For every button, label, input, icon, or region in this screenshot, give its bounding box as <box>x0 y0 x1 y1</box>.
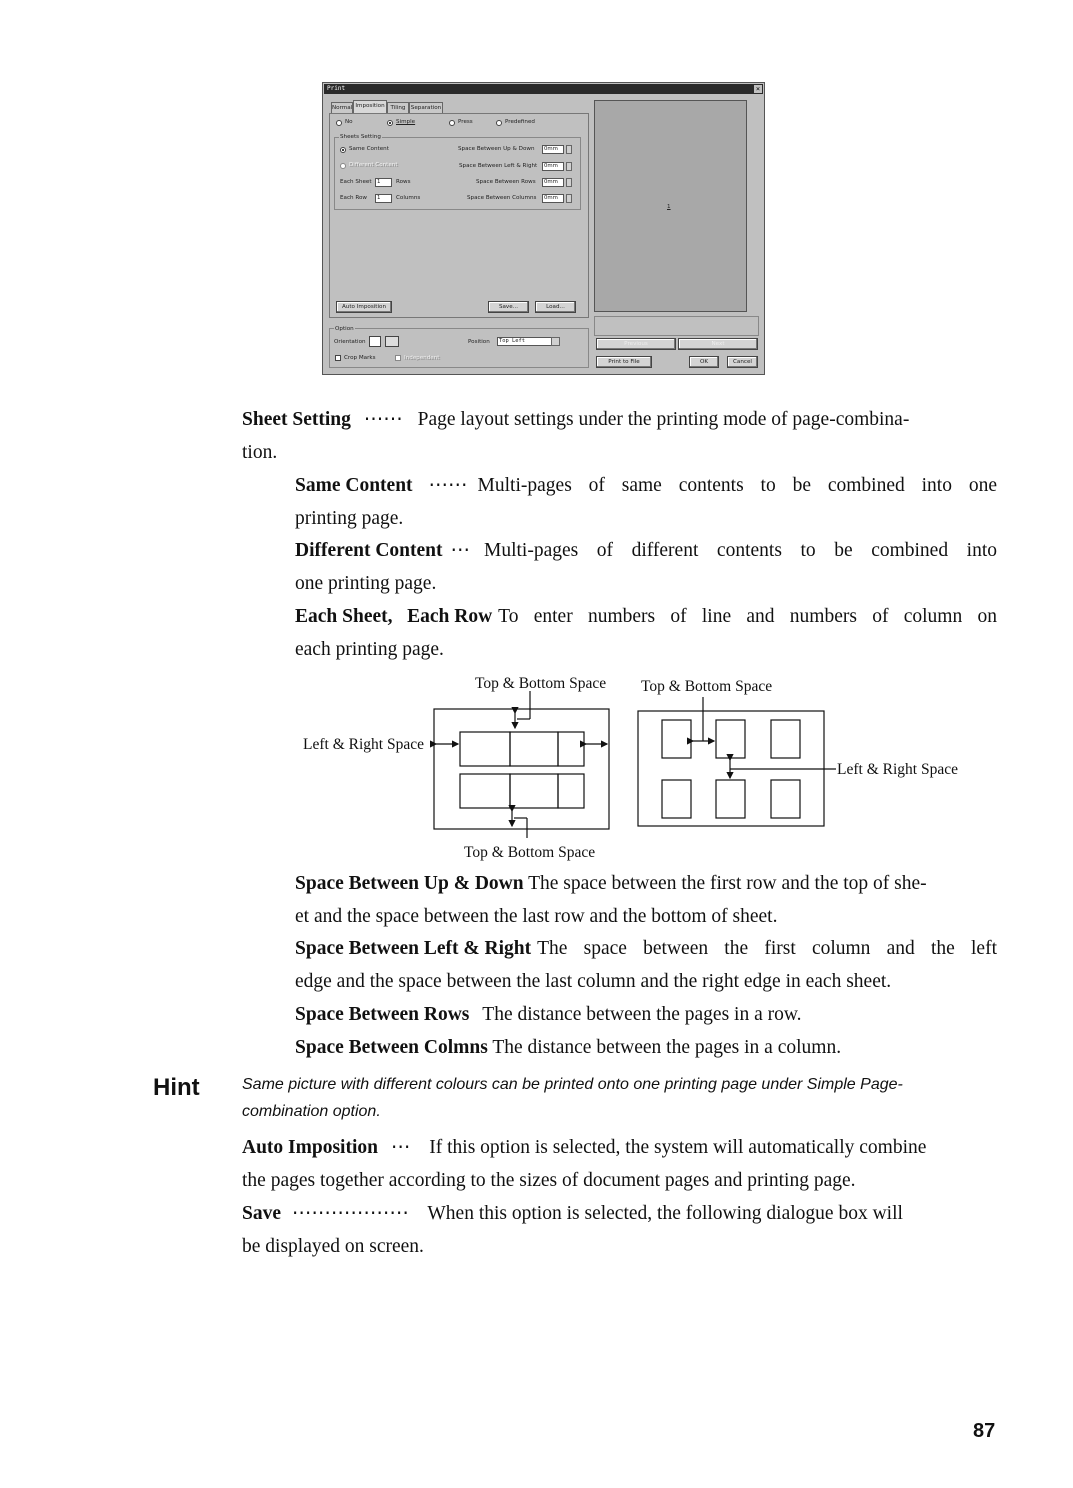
space-leftright-line <box>295 938 997 960</box>
option-label: Option <box>335 326 354 332</box>
different-content-dots: ⋯ <box>450 540 470 561</box>
left-right-space-label-1: Left & Right Space <box>303 736 424 753</box>
auto-imposition-dots: ⋯ <box>390 1137 411 1158</box>
same-content-label: Same Content <box>349 146 389 152</box>
next-button[interactable]: Next <box>678 338 758 350</box>
save-cont: be displayed on screen. <box>242 1236 424 1257</box>
auto-imposition-line <box>242 1137 926 1159</box>
hint-text-line2: combination option. <box>242 1103 381 1120</box>
cancel-button[interactable]: Cancel <box>727 356 758 368</box>
space-updown-cont: et and the space between the last row and the bottom of sheet. <box>295 906 778 927</box>
auto-imposition-button[interactable]: Auto Imposition <box>336 301 392 313</box>
left-diagram-page <box>460 732 510 766</box>
top-bottom-space-label-1: Top & Bottom Space <box>475 675 607 692</box>
space-updown-line <box>295 873 927 895</box>
left-diagram-page <box>460 774 510 808</box>
columns-label: Columns <box>396 195 421 201</box>
independent-label: Independent <box>404 355 440 361</box>
space-left-right-label: Space Between Left & Right <box>459 163 538 169</box>
space-columns-label: Space Between Columns <box>467 195 537 201</box>
right-diagram-page <box>716 780 745 818</box>
space-colmns-line <box>295 1037 841 1059</box>
right-diagram-page <box>662 780 691 818</box>
same-content-cont: printing page. <box>295 508 404 529</box>
space-leftright-desc: The space between the first column and the left <box>537 938 997 959</box>
save-term: Save <box>242 1203 281 1224</box>
same-content-dots: ⋯⋯ <box>428 475 468 496</box>
save-desc: When this option is selected, the following dialogue box will <box>427 1203 903 1224</box>
each-sheet-label: Each Sheet <box>340 179 372 185</box>
space-rows-desc: The distance between the pages in a row. <box>482 1004 802 1025</box>
right-diagram-page <box>771 780 800 818</box>
tab-tiling[interactable]: Tiling <box>387 102 409 113</box>
hint-label: Hint <box>153 1074 200 1101</box>
previous-button[interactable]: Previous <box>596 338 676 350</box>
orientation-label: Orientation <box>334 339 366 345</box>
crop-marks-label: Crop Marks <box>344 355 376 361</box>
space-rows-label: Space Between Rows <box>476 179 536 185</box>
tab-normal[interactable]: Normal <box>331 102 353 113</box>
space-colmns-desc: The distance between the pages in a column. <box>492 1037 842 1058</box>
same-content-term: Same Content <box>295 475 413 496</box>
position-label: Position <box>468 339 490 345</box>
sheet-setting-term: Sheet Setting <box>242 409 351 430</box>
tab-separation[interactable]: Separation <box>409 102 443 113</box>
radio-no-label: No <box>345 119 353 125</box>
load-button[interactable]: Load... <box>535 301 576 313</box>
each-row-input[interactable]: 1 <box>375 194 392 203</box>
save-line <box>242 1203 903 1225</box>
radio-predefined-label: Predefined <box>505 119 535 125</box>
left-diagram-sheet <box>434 709 609 829</box>
space-columns-input[interactable]: 0mm <box>542 194 564 203</box>
space-up-down-label: Space Between Up & Down <box>458 146 535 152</box>
different-content-desc: Multi-pages of different contents to be combined into <box>483 540 997 561</box>
left-diagram-page <box>558 732 584 766</box>
dialog-title: Print <box>327 85 346 92</box>
left-diagram-page <box>558 774 584 808</box>
different-content-label: Different Content <box>349 162 398 168</box>
space-colmns-term: Space Between Colmns <box>295 1037 488 1058</box>
left-diagram-page <box>510 774 558 808</box>
each-sheet-cont: each printing page. <box>295 639 444 660</box>
left-diagram-page <box>510 732 558 766</box>
right-diagram-page <box>662 720 691 758</box>
radio-press-label: Press <box>458 119 473 125</box>
position-select[interactable]: Top Left <box>497 337 553 346</box>
right-diagram-page <box>716 720 745 758</box>
space-rows-input[interactable]: 0mm <box>542 178 564 187</box>
sheet-setting-desc: Page layout settings under the printing mode of page-combina- <box>417 409 910 430</box>
each-sheet-term: Each Sheet, Each Row <box>295 606 493 627</box>
preview-page-number: 1 <box>667 204 671 210</box>
print-to-file-button[interactable]: Print to File <box>596 356 652 368</box>
space-up-down-input[interactable]: 0mm <box>542 145 564 154</box>
space-rows-line <box>295 1004 802 1026</box>
hint-text-line1: Same picture with different colours can be printed onto one printing page under Simple Page- <box>242 1076 903 1093</box>
page-number: 87 <box>973 1420 996 1442</box>
each-sheet-input[interactable]: 1 <box>375 178 392 187</box>
top-bottom-space-label-2: Top & Bottom Space <box>641 678 773 695</box>
radio-simple-label: Simple <box>396 119 416 125</box>
close-icon[interactable]: × <box>755 85 761 93</box>
auto-imposition-desc: If this option is selected, the system will automatically combine <box>429 1137 927 1158</box>
each-sheet-desc: To enter numbers of line and numbers of column on <box>498 606 997 627</box>
auto-imposition-term: Auto Imposition <box>242 1137 378 1158</box>
save-dots: ⋯⋯⋯⋯⋯⋯ <box>291 1203 409 1224</box>
space-left-right-input[interactable]: 0mm <box>542 162 564 171</box>
sheet-setting-dots: ⋯⋯ <box>363 409 403 430</box>
different-content-term: Different Content <box>295 540 443 561</box>
different-content-cont: one printing page. <box>295 573 437 594</box>
auto-imposition-cont: the pages together according to the sizes of document pages and printing page. <box>242 1170 856 1191</box>
same-content-desc: Multi-pages of same contents to be combined into one <box>477 475 997 496</box>
space-updown-term: Space Between Up & Down <box>295 873 524 894</box>
each-row-label: Each Row <box>340 195 367 201</box>
rows-label: Rows <box>396 179 411 185</box>
sheets-setting-label: Sheets Setting <box>340 134 381 140</box>
top-bottom-space-label-3: Top & Bottom Space <box>464 844 596 861</box>
space-rows-term: Space Between Rows <box>295 1004 470 1025</box>
ok-button[interactable]: OK <box>689 356 719 368</box>
space-updown-desc: The space between the first row and the top of she- <box>528 873 927 894</box>
space-leftright-term: Space Between Left & Right <box>295 938 532 959</box>
left-right-space-label-2: Left & Right Space <box>837 761 958 778</box>
tab-imposition[interactable]: Imposition <box>353 100 387 113</box>
space-leftright-cont: edge and the space between the last column and the right edge in each sheet. <box>295 971 892 992</box>
sheet-setting-cont: tion. <box>242 442 278 463</box>
save-button[interactable]: Save... <box>488 301 529 313</box>
right-diagram-page <box>771 720 800 758</box>
